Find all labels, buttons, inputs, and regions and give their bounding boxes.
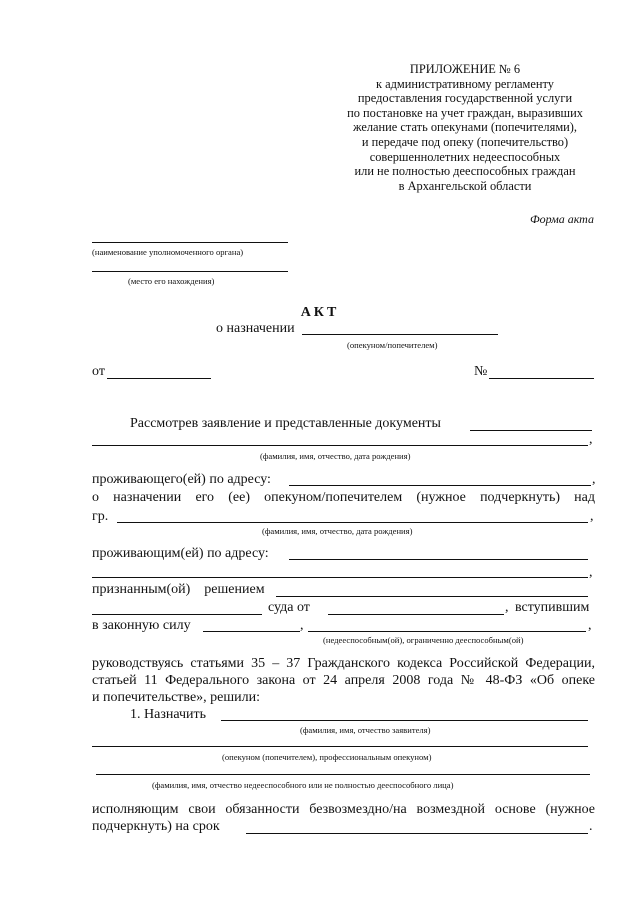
organ-line[interactable] <box>92 242 288 243</box>
legal-force-text: в законную силу <box>92 618 191 633</box>
gr-label: гр. <box>92 509 109 524</box>
comma: , <box>589 432 593 447</box>
appendix-line: ПРИЛОЖЕНИЕ № 6 <box>409 62 521 76</box>
applicant-line[interactable] <box>92 445 588 446</box>
ward-name-line[interactable] <box>96 774 590 775</box>
legal-force-line[interactable] <box>203 631 300 632</box>
act-number-label: № <box>474 364 488 379</box>
act-number-line[interactable] <box>489 378 594 379</box>
court-date-line[interactable] <box>328 614 504 615</box>
ward-name-caption: (фамилия, имя, отчество недееспособного или не полностью дееспособного лица) <box>152 780 454 790</box>
court-line[interactable] <box>92 614 262 615</box>
term-line[interactable] <box>246 833 588 834</box>
comma: , <box>505 600 509 615</box>
decision-line[interactable] <box>276 596 588 597</box>
comma: , <box>300 618 304 633</box>
residing-line[interactable] <box>289 485 591 486</box>
guided-line-3: и попечительстве», решили: <box>92 690 261 705</box>
act-about-line[interactable] <box>302 334 498 335</box>
appendix-line: в Архангельской области <box>398 178 532 193</box>
act-from-label: от <box>92 364 105 379</box>
appendix-line: по постановке на учет граждан, выразивших <box>347 105 583 120</box>
ward-line[interactable] <box>117 522 588 523</box>
guided-line-2: статьей 11 Федерального закона от 24 апреля 2008 года № 48-ФЗ «Об опеке <box>92 673 595 688</box>
residing-2-line[interactable] <box>289 559 588 560</box>
court-from-text: суда от <box>268 600 310 615</box>
act-title: АКТ <box>300 305 340 320</box>
appendix-line: к административному регламенту <box>376 76 554 91</box>
entered-text: вступившим <box>515 600 590 615</box>
considered-line[interactable] <box>470 430 592 431</box>
comma: , <box>590 509 594 524</box>
location-line[interactable] <box>92 271 288 272</box>
duties-line-2: подчеркнуть) на срок <box>92 819 220 834</box>
act-date-line[interactable] <box>107 378 211 379</box>
appendix-line: предоставления государственной услуги <box>357 91 573 106</box>
residing-text: проживающего(ей) по адресу: <box>92 472 271 487</box>
duties-line-1: исполняющим свои обязанности безвозмездно/на возмездной основе (нужное <box>92 802 595 817</box>
capacity-caption: (недееспособным(ой), ограниченно дееспособным(ой) <box>323 635 524 645</box>
period: . <box>589 819 593 834</box>
appendix-line: совершеннолетних недееспособных <box>369 149 561 164</box>
recognized-text: признанным(ой) решением <box>92 582 265 597</box>
form-label: Форма акта <box>530 212 594 226</box>
residing-2-text: проживающим(ей) по адресу: <box>92 546 269 561</box>
capacity-line[interactable] <box>308 631 586 632</box>
comma: , <box>589 565 593 580</box>
considered-text: Рассмотрев заявление и представленные документы <box>130 416 441 431</box>
applicant-name-caption: (фамилия, имя, отчество заявителя) <box>300 725 431 735</box>
organ-caption: (наименование уполномоченного органа) <box>92 247 244 257</box>
guardian-type-caption: (опекуном (попечителем), профессиональным опекуном) <box>222 752 432 762</box>
act-about: о назначении <box>216 321 295 336</box>
comma: , <box>588 618 592 633</box>
item1-text: 1. Назначить <box>130 707 207 722</box>
guided-line-1: руководствуясь статьями 35 – 37 Гражданского кодекса Российской Федерации, <box>92 656 595 671</box>
ward-caption: (фамилия, имя, отчество, дата рождения) <box>262 526 413 536</box>
appendix-line: или не полностью дееспособных граждан <box>354 164 576 179</box>
residing-2-line-2[interactable] <box>92 577 588 578</box>
appendix-line: желание стать опекунами (попечителями), <box>352 120 578 135</box>
appendix-block <box>330 62 600 193</box>
comma: , <box>592 472 596 487</box>
appointment-text: о назначении его (ее) опекуном/попечителем (нужное подчеркнуть) над <box>92 490 595 505</box>
guardian-type-line[interactable] <box>92 746 588 747</box>
location-caption: (место его нахождения) <box>128 276 215 286</box>
act-about-caption: (опекуном/попечителем) <box>347 340 438 350</box>
applicant-caption: (фамилия, имя, отчество, дата рождения) <box>260 451 411 461</box>
applicant-name-line[interactable] <box>221 720 588 721</box>
appendix-line: и передаче под опеку (попечительство) <box>361 134 569 149</box>
